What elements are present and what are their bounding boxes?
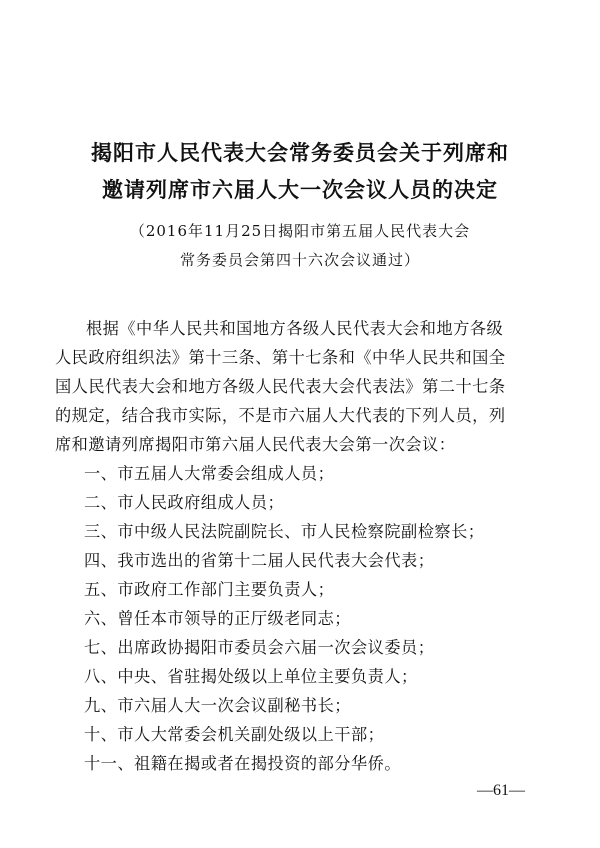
paragraph-line: 人民政府组织法》第十三条、第十七条和《中华人民共和国全 [55, 348, 506, 367]
list-item: 三、市中级人民法院副院长、市人民检察院副检察长； [84, 522, 485, 541]
list-item: 九、市六届人大一次会议副秘书长； [84, 696, 351, 715]
list-item: 六、曾任本市领导的正厅级老同志； [84, 609, 351, 628]
adoption-note-line-2: 常务委员会第四十六次会议通过） [179, 251, 420, 269]
paragraph-line: 的规定，结合我市实际，不是市六届人大代表的下列人员，列 [55, 406, 506, 425]
document-title-line-2: 邀请列席市六届人大一次会议人员的决定 [102, 177, 498, 202]
page-number: —61— [477, 782, 525, 799]
list-item: 八、中央、省驻揭处级以上单位主要负责人； [84, 667, 418, 686]
list-item: 四、我市选出的省第十二届人民代表大会代表； [84, 551, 435, 570]
paragraph-line: 席和邀请列席揭阳市第六届人民代表大会第一次会议： [55, 435, 456, 454]
paragraph-line: 根据《中华人民共和国地方各级人民代表大会和地方各级 [86, 319, 504, 338]
paragraph-line: 国人民代表大会和地方各级人民代表大会代表法》第二十七条 [55, 377, 506, 396]
list-item: 五、市政府工作部门主要负责人； [84, 580, 335, 599]
adoption-note-line-1: （2016年11月25日揭阳市第五届人民代表大会 [129, 222, 471, 240]
list-item: 二、市人民政府组成人员； [84, 493, 285, 512]
document-title-line-1: 揭阳市人民代表大会常务委员会关于列席和 [91, 140, 509, 165]
list-item: 七、出席政协揭阳市委员会六届一次会议委员； [84, 638, 435, 657]
list-item: 十、市人大常委会机关副处级以上干部； [84, 725, 385, 744]
list-item: 十一、祖籍在揭或者在揭投资的部分华侨。 [84, 754, 402, 773]
list-item: 一、市五届人大常委会组成人员； [84, 464, 335, 483]
